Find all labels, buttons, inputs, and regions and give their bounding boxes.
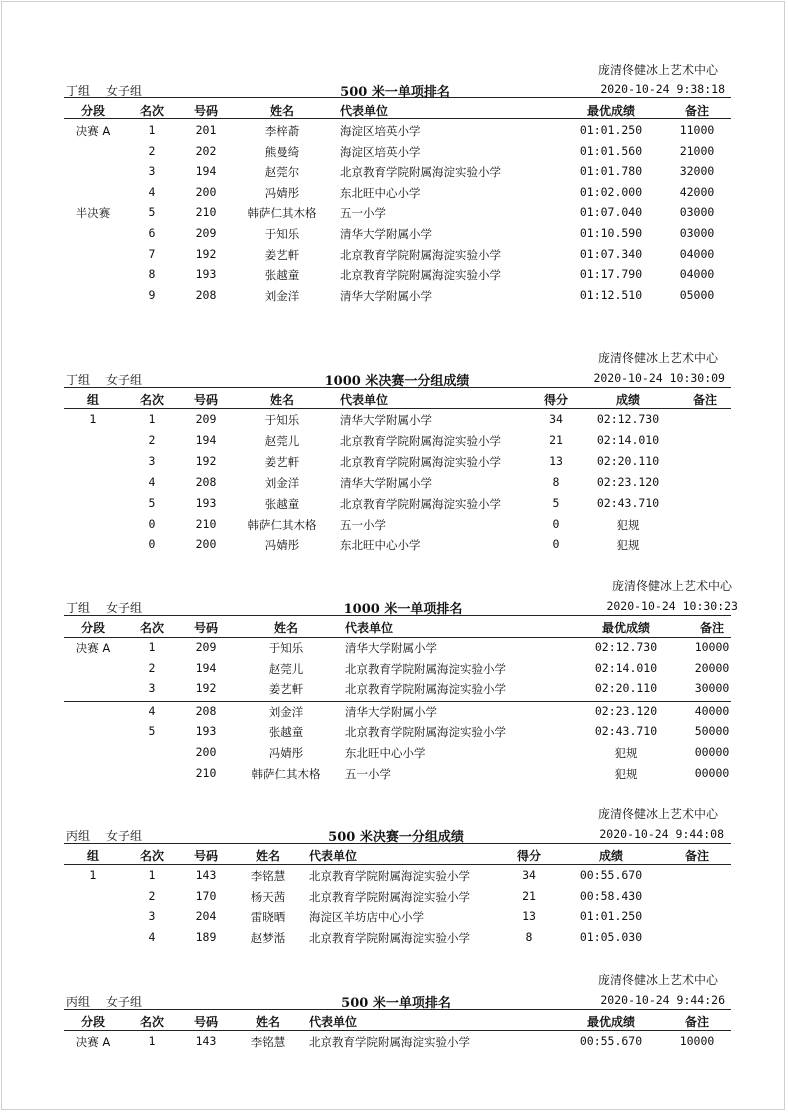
cell-rank: 2 xyxy=(148,888,156,903)
cell-unit: 北京教育学院附属海淀实验小学 xyxy=(345,682,506,697)
cell-score: 34 xyxy=(549,412,563,426)
group-divider-rule xyxy=(64,701,731,702)
table-row xyxy=(0,930,788,950)
column-header-no: 号码 xyxy=(193,621,219,635)
cell-unit: 东北旺中心小学 xyxy=(340,185,421,200)
column-header-name: 姓名 xyxy=(269,104,295,118)
cell-rank: 9 xyxy=(148,287,156,302)
cell-unit: 五一小学 xyxy=(345,766,391,781)
cell-result: 01:07.040 xyxy=(579,205,643,220)
cell-result: 02:43.710 xyxy=(594,724,658,739)
group-label: 丙组 xyxy=(66,995,91,1009)
cell-result: 00:58.430 xyxy=(579,888,643,903)
column-header-rank: 名次 xyxy=(139,621,165,635)
cell-name: 张越童 xyxy=(268,725,304,740)
column-header-no: 号码 xyxy=(193,1015,219,1029)
table-row xyxy=(0,724,788,744)
cell-unit: 北京教育学院附属海淀实验小学 xyxy=(340,268,501,283)
column-header-no: 号码 xyxy=(193,849,219,863)
table-row xyxy=(0,704,788,724)
cell-no: 208 xyxy=(195,474,217,489)
cell-unit: 北京教育学院附属海淀实验小学 xyxy=(340,496,501,511)
cell-name: 赵莞儿 xyxy=(268,661,304,676)
cell-unit: 北京教育学院附属海淀实验小学 xyxy=(309,930,470,945)
cell-unit: 北京教育学院附属海淀实验小学 xyxy=(340,433,501,448)
column-header-no: 号码 xyxy=(193,393,219,407)
cell-no: 170 xyxy=(195,888,217,903)
column-header-heat: 组 xyxy=(86,849,100,863)
cell-result: 01:01.780 xyxy=(579,164,643,179)
cell-rank: 0 xyxy=(148,537,156,552)
cell-rank: 0 xyxy=(148,516,156,531)
cell-rank: 1 xyxy=(148,868,156,882)
cell-no: 200 xyxy=(195,537,217,552)
cell-unit: 北京教育学院附属海淀实验小学 xyxy=(345,661,506,676)
cell-result: 01:01.250 xyxy=(579,123,643,137)
cell-unit: 东北旺中心小学 xyxy=(345,746,426,760)
section-timestamp: 2020-10-24 10:30:23 xyxy=(606,599,738,613)
cell-result: 02:12.730 xyxy=(596,412,660,426)
cell-result: 00:55.670 xyxy=(579,868,643,882)
cell-no: 209 xyxy=(195,412,217,426)
cell-no: 200 xyxy=(195,184,217,199)
cell-result: 01:01.560 xyxy=(579,143,643,158)
table-row xyxy=(0,205,788,225)
cell-result: 02:20.110 xyxy=(596,453,660,468)
section-timestamp: 2020-10-24 9:44:26 xyxy=(600,993,725,1007)
cell-rank: 5 xyxy=(148,205,156,220)
cell-unit: 清华大学附属小学 xyxy=(340,288,432,303)
cell-result: 02:43.710 xyxy=(596,495,660,510)
cell-result: 02:14.010 xyxy=(596,432,660,447)
cell-result: 02:23.120 xyxy=(594,703,658,718)
cell-name: 杨天茜 xyxy=(250,889,286,904)
cell-unit: 北京教育学院附属海淀实验小学 xyxy=(309,869,470,883)
cell-note: 04000 xyxy=(679,267,715,282)
cell-stage: 决赛 A xyxy=(75,1035,111,1049)
cell-rank: 4 xyxy=(148,929,156,944)
cell-no: 210 xyxy=(195,205,217,220)
cell-score: 0 xyxy=(552,516,560,531)
cell-name: 李梓萮 xyxy=(264,124,300,138)
cell-unit: 北京教育学院附属海淀实验小学 xyxy=(345,725,506,740)
column-header-note: 备注 xyxy=(684,104,710,118)
column-header-result: 成绩 xyxy=(598,849,624,863)
cell-stage: 半决赛 xyxy=(75,206,111,221)
table-row xyxy=(0,1034,788,1054)
group-label: 丙组 xyxy=(66,829,91,843)
cell-name: 冯婧彤 xyxy=(264,538,300,553)
cell-unit: 海淀区羊坊店中心小学 xyxy=(309,910,424,925)
section-title: 500 米一单项排名 xyxy=(340,85,450,100)
section-timestamp: 2020-10-24 9:44:08 xyxy=(599,827,724,841)
cell-note: 10000 xyxy=(694,640,730,654)
cell-no: 192 xyxy=(195,681,217,696)
header-bottom-rule xyxy=(64,408,731,409)
column-header-unit: 代表单位 xyxy=(340,393,389,407)
cell-rank: 1 xyxy=(148,123,156,137)
cell-heat: 1 xyxy=(89,412,97,426)
cell-rank: 8 xyxy=(148,267,156,282)
cell-no: 193 xyxy=(195,267,217,282)
cell-note: 00000 xyxy=(694,765,730,780)
cell-stage: 决赛 A xyxy=(75,124,111,138)
cell-note: 30000 xyxy=(694,681,730,696)
gender-label: 女子组 xyxy=(106,829,143,843)
cell-no: 208 xyxy=(195,287,217,302)
column-header-stage: 分段 xyxy=(80,104,106,118)
section-timestamp: 2020-10-24 9:38:18 xyxy=(600,82,725,96)
column-header-rank: 名次 xyxy=(139,1015,165,1029)
cell-name: 韩萨仁其木格 xyxy=(247,517,317,532)
column-header-note: 备注 xyxy=(699,621,725,635)
gender-label: 女子组 xyxy=(106,995,143,1009)
table-row xyxy=(0,889,788,909)
cell-no: 194 xyxy=(195,432,217,447)
section-title: 1000 米一单项排名 xyxy=(343,602,463,617)
cell-note: 00000 xyxy=(694,745,730,759)
cell-no: 200 xyxy=(195,745,217,759)
cell-unit: 海淀区培英小学 xyxy=(340,144,421,159)
cell-name: 于知乐 xyxy=(264,227,300,241)
cell-score: 8 xyxy=(525,929,533,944)
cell-score: 34 xyxy=(522,868,536,882)
cell-rank: 7 xyxy=(148,246,156,261)
cell-result: 02:12.730 xyxy=(594,640,658,654)
cell-result: 01:12.510 xyxy=(579,287,643,302)
cell-no: 201 xyxy=(195,123,217,137)
cell-result: 02:14.010 xyxy=(594,660,658,675)
cell-name: 李铭慧 xyxy=(250,869,286,883)
column-header-no: 号码 xyxy=(193,104,219,118)
cell-rank: 2 xyxy=(148,660,156,675)
cell-result: 01:01.250 xyxy=(579,909,643,924)
gender-label: 女子组 xyxy=(106,601,143,615)
organizer-name: 庞清佟健冰上艺术中心 xyxy=(597,351,719,365)
column-header-heat: 组 xyxy=(86,393,100,407)
cell-rank: 3 xyxy=(148,909,156,924)
cell-rank: 6 xyxy=(148,226,156,240)
cell-no: 209 xyxy=(195,226,217,240)
cell-rank: 3 xyxy=(148,164,156,179)
group-label: 丁组 xyxy=(66,373,91,387)
cell-note: 11000 xyxy=(679,123,715,137)
cell-score: 21 xyxy=(522,888,536,903)
table-row xyxy=(0,661,788,681)
cell-no: 202 xyxy=(195,143,217,158)
table-row xyxy=(0,745,788,765)
header-top-rule xyxy=(64,97,731,98)
cell-name: 刘金洋 xyxy=(268,704,304,719)
cell-note: 50000 xyxy=(694,724,730,739)
cell-no: 143 xyxy=(195,1034,217,1048)
cell-score: 13 xyxy=(549,453,563,468)
cell-rank: 2 xyxy=(148,432,156,447)
table-row xyxy=(0,226,788,246)
table-row xyxy=(0,475,788,495)
organizer-name: 庞清佟健冰上艺术中心 xyxy=(611,579,733,593)
cell-result: 01:17.790 xyxy=(579,267,643,282)
cell-unit: 北京教育学院附属海淀实验小学 xyxy=(340,165,501,180)
column-header-result: 最优成绩 xyxy=(601,621,651,635)
cell-rank: 1 xyxy=(148,412,156,426)
cell-unit: 北京教育学院附属海淀实验小学 xyxy=(340,247,501,262)
cell-score: 5 xyxy=(552,495,560,510)
cell-score: 21 xyxy=(549,432,563,447)
header-top-rule xyxy=(64,387,731,388)
cell-unit: 清华大学附属小学 xyxy=(340,475,432,490)
cell-rank: 1 xyxy=(148,640,156,654)
table-row xyxy=(0,454,788,474)
cell-stage: 决赛 A xyxy=(75,641,111,655)
organizer-name: 庞清佟健冰上艺术中心 xyxy=(597,973,719,987)
cell-unit: 清华大学附属小学 xyxy=(340,413,432,427)
table-row xyxy=(0,288,788,308)
cell-name: 冯婧彤 xyxy=(268,746,304,760)
cell-rank: 5 xyxy=(148,724,156,739)
cell-result: 02:20.110 xyxy=(594,681,658,696)
cell-name: 刘金洋 xyxy=(264,475,300,490)
cell-rank: 3 xyxy=(148,453,156,468)
cell-note: 21000 xyxy=(679,143,715,158)
cell-name: 赵梦湉 xyxy=(250,930,286,945)
cell-rank: 3 xyxy=(148,681,156,696)
cell-name: 张越童 xyxy=(264,268,300,283)
cell-rank: 4 xyxy=(148,703,156,718)
cell-no: 194 xyxy=(195,164,217,179)
gender-label: 女子组 xyxy=(106,373,143,387)
header-bottom-rule xyxy=(64,637,731,638)
cell-name: 熊曼绮 xyxy=(264,144,300,159)
column-header-name: 姓名 xyxy=(273,621,299,635)
cell-unit: 北京教育学院附属海淀实验小学 xyxy=(309,889,470,904)
section-title: 1000 米决赛一分组成绩 xyxy=(324,374,470,389)
organizer-name: 庞清佟健冰上艺术中心 xyxy=(597,63,719,77)
header-top-rule xyxy=(64,615,731,616)
table-row xyxy=(0,517,788,537)
cell-note: 40000 xyxy=(694,703,730,718)
table-row xyxy=(0,247,788,267)
cell-note: 20000 xyxy=(694,660,730,675)
cell-unit: 清华大学附属小学 xyxy=(345,704,437,719)
column-header-unit: 代表单位 xyxy=(340,104,389,118)
cell-name: 雷晓晒 xyxy=(250,910,286,925)
column-header-unit: 代表单位 xyxy=(345,621,394,635)
table-row xyxy=(0,496,788,516)
cell-note: 03000 xyxy=(679,205,715,220)
cell-unit: 清华大学附属小学 xyxy=(345,641,437,655)
cell-note: 05000 xyxy=(679,287,715,302)
table-row xyxy=(0,412,788,432)
column-header-name: 姓名 xyxy=(269,393,295,407)
cell-name: 刘金洋 xyxy=(264,288,300,303)
column-header-unit: 代表单位 xyxy=(309,849,358,863)
section-title: 500 米决赛一分组成绩 xyxy=(328,830,464,845)
cell-no: 209 xyxy=(195,640,217,654)
cell-result: 01:02.000 xyxy=(579,184,643,199)
column-header-result: 最优成绩 xyxy=(586,104,636,118)
cell-no: 193 xyxy=(195,724,217,739)
cell-no: 204 xyxy=(195,909,217,924)
cell-note: 32000 xyxy=(679,164,715,179)
cell-result: 犯规 xyxy=(614,746,638,760)
cell-name: 冯婧彤 xyxy=(264,185,300,200)
cell-unit: 北京教育学院附属海淀实验小学 xyxy=(309,1035,470,1049)
cell-note: 42000 xyxy=(679,184,715,199)
cell-no: 210 xyxy=(195,516,217,531)
cell-note: 10000 xyxy=(679,1034,715,1048)
header-top-rule xyxy=(64,843,731,844)
cell-unit: 清华大学附属小学 xyxy=(340,227,432,241)
cell-no: 193 xyxy=(195,495,217,510)
cell-name: 李铭慧 xyxy=(250,1035,286,1049)
cell-rank: 5 xyxy=(148,495,156,510)
cell-no: 189 xyxy=(195,929,217,944)
table-row xyxy=(0,185,788,205)
gender-label: 女子组 xyxy=(106,84,143,98)
table-row xyxy=(0,144,788,164)
column-header-result: 成绩 xyxy=(615,393,641,407)
column-header-note: 备注 xyxy=(692,393,718,407)
table-row xyxy=(0,123,788,143)
column-header-stage: 分段 xyxy=(80,621,106,635)
cell-name: 赵莞尔 xyxy=(264,165,300,180)
section-title: 500 米一单项排名 xyxy=(341,996,451,1011)
cell-result: 犯规 xyxy=(614,766,638,781)
table-row xyxy=(0,766,788,786)
organizer-name: 庞清佟健冰上艺术中心 xyxy=(597,807,719,821)
cell-result: 01:07.340 xyxy=(579,246,643,261)
table-row xyxy=(0,909,788,929)
header-bottom-rule xyxy=(64,864,731,865)
cell-rank: 4 xyxy=(148,474,156,489)
column-header-rank: 名次 xyxy=(139,849,165,863)
table-row xyxy=(0,868,788,888)
column-header-stage: 分段 xyxy=(80,1015,106,1029)
cell-result: 01:10.590 xyxy=(579,226,643,240)
cell-result: 00:55.670 xyxy=(579,1034,643,1048)
column-header-note: 备注 xyxy=(684,1015,710,1029)
header-top-rule xyxy=(64,1009,731,1010)
cell-no: 194 xyxy=(195,660,217,675)
column-header-name: 姓名 xyxy=(255,1015,281,1029)
cell-score: 8 xyxy=(552,474,560,489)
cell-name: 赵莞儿 xyxy=(264,433,300,448)
cell-result: 02:23.120 xyxy=(596,474,660,489)
column-header-note: 备注 xyxy=(684,849,710,863)
group-label: 丁组 xyxy=(66,601,91,615)
cell-no: 210 xyxy=(195,765,217,780)
cell-name: 姜艺軒 xyxy=(264,454,300,469)
cell-heat: 1 xyxy=(89,868,97,882)
column-header-name: 姓名 xyxy=(255,849,281,863)
cell-note: 04000 xyxy=(679,246,715,261)
table-row xyxy=(0,640,788,660)
cell-name: 于知乐 xyxy=(264,413,300,427)
table-row xyxy=(0,164,788,184)
cell-name: 张越童 xyxy=(264,496,300,511)
cell-unit: 五一小学 xyxy=(340,517,386,532)
cell-name: 于知乐 xyxy=(268,641,304,655)
table-row xyxy=(0,537,788,557)
table-row xyxy=(0,433,788,453)
table-row xyxy=(0,681,788,701)
cell-unit: 北京教育学院附属海淀实验小学 xyxy=(340,454,501,469)
cell-no: 192 xyxy=(195,246,217,261)
cell-unit: 海淀区培英小学 xyxy=(340,124,421,138)
cell-no: 208 xyxy=(195,703,217,718)
section-timestamp: 2020-10-24 10:30:09 xyxy=(593,371,725,385)
cell-no: 143 xyxy=(195,868,217,882)
cell-rank: 2 xyxy=(148,143,156,158)
cell-score: 13 xyxy=(522,909,536,924)
cell-rank: 4 xyxy=(148,184,156,199)
cell-name: 韩萨仁其木格 xyxy=(247,206,317,221)
cell-result: 01:05.030 xyxy=(579,929,643,944)
cell-no: 192 xyxy=(195,453,217,468)
column-header-unit: 代表单位 xyxy=(309,1015,358,1029)
cell-note: 03000 xyxy=(679,226,715,240)
column-header-rank: 名次 xyxy=(139,393,165,407)
cell-name: 姜艺軒 xyxy=(264,247,300,262)
table-row xyxy=(0,267,788,287)
column-header-result: 最优成绩 xyxy=(586,1015,636,1029)
cell-result: 犯规 xyxy=(616,517,640,532)
cell-name: 姜艺軒 xyxy=(268,682,304,697)
column-header-rank: 名次 xyxy=(139,104,165,118)
cell-result: 犯规 xyxy=(616,538,640,553)
group-label: 丁组 xyxy=(66,84,91,98)
cell-unit: 五一小学 xyxy=(340,206,386,221)
cell-unit: 东北旺中心小学 xyxy=(340,538,421,553)
cell-name: 韩萨仁其木格 xyxy=(251,766,321,781)
column-header-score: 得分 xyxy=(516,849,542,863)
cell-rank: 1 xyxy=(148,1034,156,1048)
cell-score: 0 xyxy=(552,537,560,552)
header-bottom-rule xyxy=(64,1030,731,1031)
column-header-score: 得分 xyxy=(543,393,569,407)
